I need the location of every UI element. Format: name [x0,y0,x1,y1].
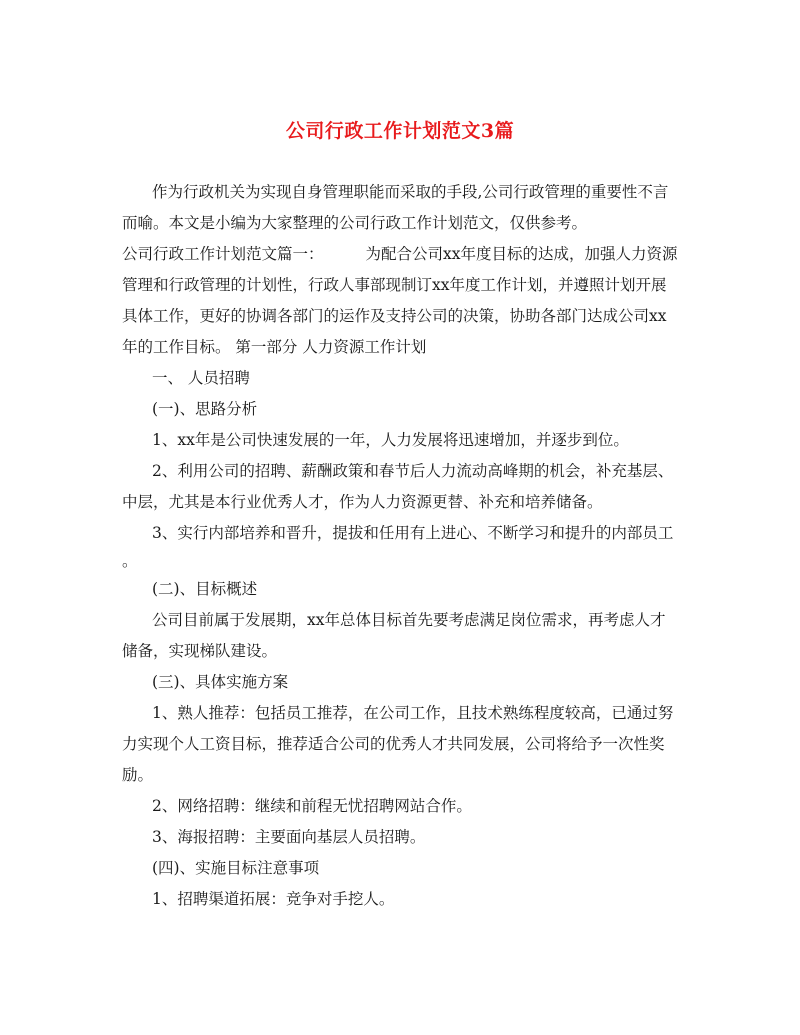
list-item: 1、xx年是公司快速发展的一年，人力发展将迅速增加，并逐步到位。 [152,431,629,449]
paragraph-line [122,243,682,265]
list-item: 2、利用公司的招聘、薪酬政策和春节后人力流动高峰期的机会，补充基层、 [152,462,674,480]
paragraph-line: 而喻。本文是小编为大家整理的公司行政工作计划范文，仅供参考。 [122,214,588,232]
paragraph-text: 为配合公司xx年度目标的达成，加强人力资源 [365,245,678,263]
list-item: 1、熟人推荐：包括员工推荐，在公司工作，且技术熟练程度较高，已通过努 [152,704,674,722]
section-label: 公司行政工作计划范文篇一： [122,245,324,263]
list-item: 3、实行内部培养和晋升，提拔和任用有上进心、不断学习和提升的内部员工 [152,524,674,542]
paragraph-line: 作为行政机关为实现自身管理职能而采取的手段,公司行政管理的重要性不言 [152,183,669,201]
list-item-continuation: 励。 [122,766,154,784]
section-heading: 一、 人员招聘 [152,369,250,387]
subsection-heading: (二)、目标概述 [152,580,258,598]
list-item-continuation: 中层，尤其是本行业优秀人才，作为人力资源更替、补充和培养储备。 [122,493,603,511]
subsection-heading: (三)、具体实施方案 [152,673,289,691]
paragraph-line: 具体工作，更好的协调各部门的运作及支持公司的决策，协助各部门达成公司xx [122,307,667,325]
list-item: 2、网络招聘：继续和前程无忧招聘网站合作。 [152,797,472,815]
paragraph-line: 管理和行政管理的计划性，行政人事部现制订xx年度工作计划，并遵照计划开展 [122,276,667,294]
subsection-heading: (四)、实施目标注意事项 [152,859,320,877]
paragraph-line: 公司目前属于发展期，xx年总体目标首先要考虑满足岗位需求，再考虑人才 [152,611,666,629]
document-title: 公司行政工作计划范文3篇 [285,120,515,142]
paragraph-line: 年的工作目标。 第一部分 人力资源工作计划 [122,338,427,356]
list-item-continuation: 力实现个人工资目标，推荐适合公司的优秀人才共同发展，公司将给予一次性奖 [122,735,665,753]
list-item: 1、招聘渠道拓展：竞争对手挖人。 [152,890,395,908]
list-item-continuation: 。 [122,552,138,570]
subsection-heading: (一)、思路分析 [152,400,258,418]
paragraph-line: 储备，实现梯队建设。 [122,642,278,660]
list-item: 3、海报招聘：主要面向基层人员招聘。 [152,828,426,846]
